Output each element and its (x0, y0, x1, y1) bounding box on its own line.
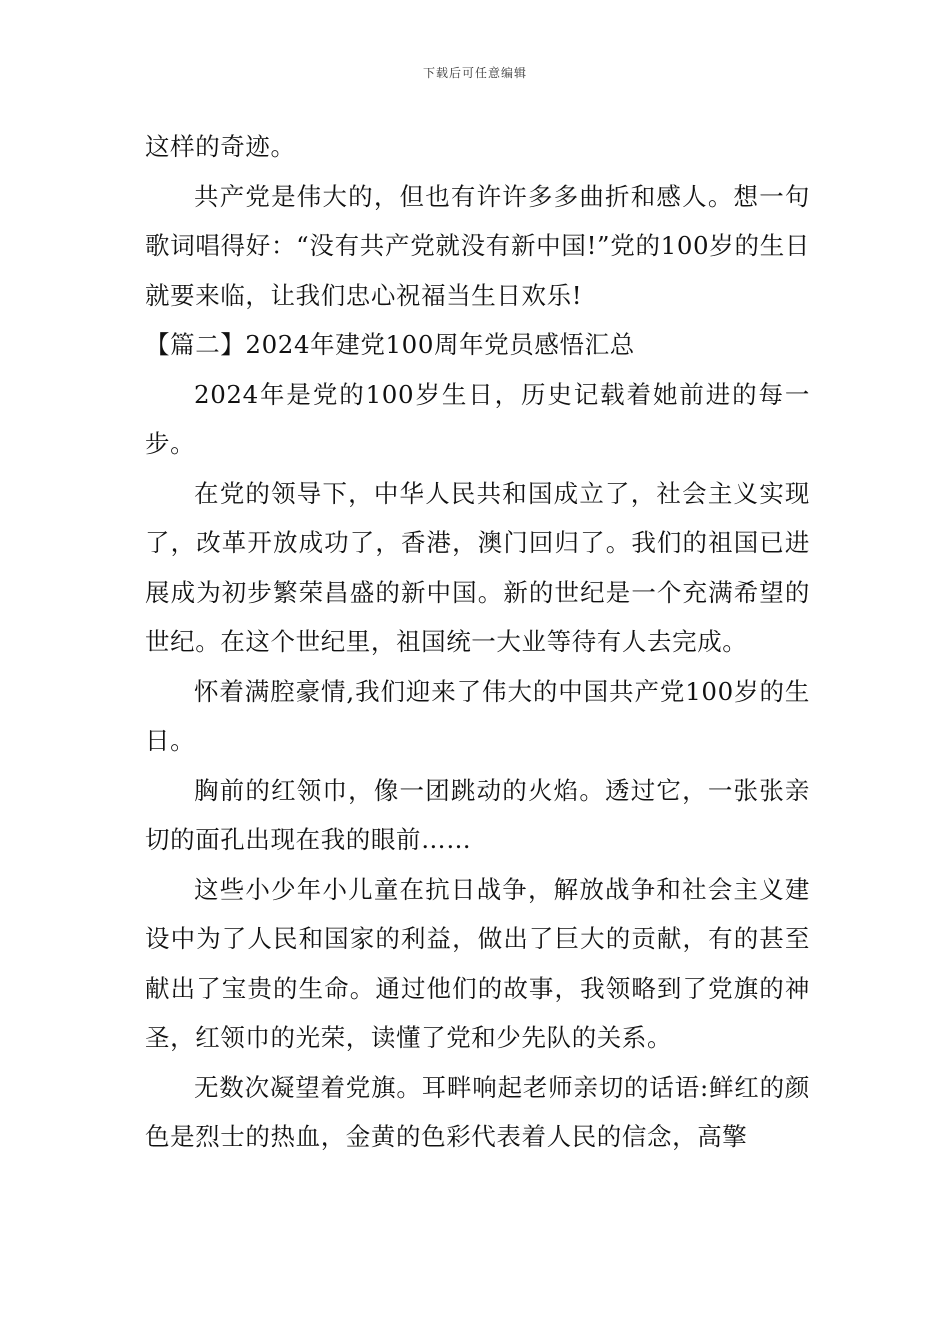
paragraph-4: 在党的领导下，中华人民共和国成立了，社会主义实现了，改革开放成功了，香港，澳门回归了。我们的祖国已进展成为初步繁荣昌盛的新中国。新的世纪是一个充满希望的世纪。在这个世纪里，祖国统一大业等待有人去完成。 (145, 478, 810, 656)
paragraph-3: 2024年是党的100岁生日，历史记载着她前进的每一步。 (145, 379, 810, 458)
paragraph-2: 共产党是伟大的，但也有许许多多曲折和感人。想一句歌词唱得好：“没有共产党就没有新中国!”党的100岁的生日就要来临，让我们忠心祝福当生日欢乐! (145, 181, 810, 310)
paragraph-6: 胸前的红领巾，像一团跳动的火焰。透过它，一张张亲切的面孔出现在我的眼前…… (145, 775, 810, 854)
section-heading: 【篇二】2024年建党100周年党员感悟汇总 (145, 330, 635, 359)
page-header: 下载后可任意编辑 (422, 66, 527, 80)
paragraph-7: 这些小少年小儿童在抗日战争，解放战争和社会主义建设中为了人民和国家的利益，做出了巨大的贡献，有的甚至献出了宝贵的生命。通过他们的故事，我领略到了党旗的神圣，红领巾的光荣，读懂了党和少先队的关系。 (145, 874, 810, 1052)
document-body (145, 122, 810, 1162)
paragraph-1: 这样的奇迹。 (145, 132, 296, 161)
paragraph-5: 怀着满腔豪情,我们迎来了伟大的中国共产党100岁的生日。 (145, 676, 810, 755)
paragraph-8: 无数次凝望着党旗。耳畔响起老师亲切的话语:鲜红的颜色是烈士的热血，金黄的色彩代表着人民的信念，高擎 (145, 1072, 810, 1151)
